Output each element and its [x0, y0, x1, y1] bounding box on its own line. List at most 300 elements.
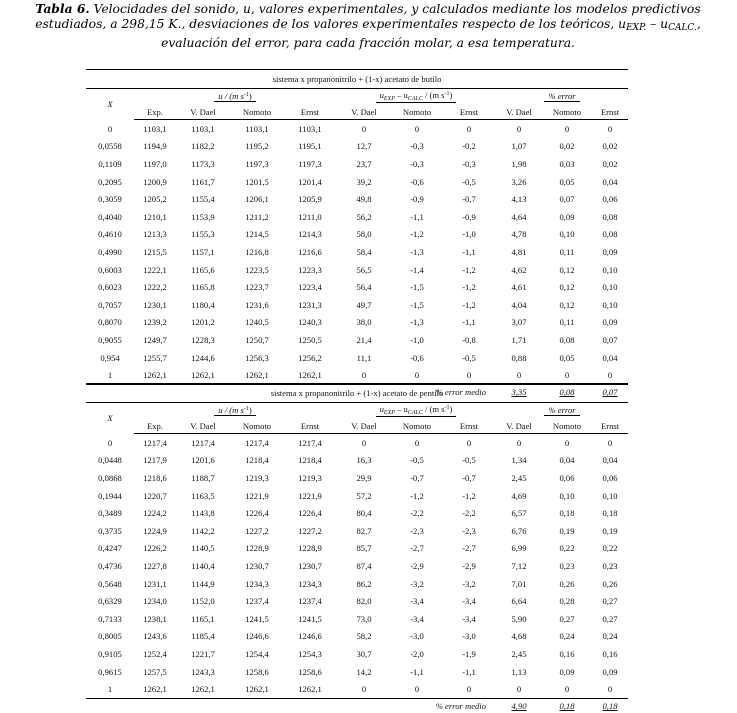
value-cell: -1,1	[410, 211, 424, 222]
value-cell: 1249,7	[143, 334, 167, 345]
value-cell: 0,11	[559, 246, 575, 257]
value-cell: 0,10	[602, 264, 618, 275]
x-cell: 0,9055	[98, 334, 122, 345]
value-cell: -2,3	[462, 525, 476, 536]
value-cell: 0,19	[602, 525, 618, 536]
value-cell: 1140,5	[191, 543, 215, 554]
value-cell: -1,2	[462, 264, 476, 275]
value-cell: 1262,1	[284, 366, 336, 384]
value-cell: 1140,4	[191, 560, 215, 571]
value-cell: 1219,3	[298, 472, 322, 483]
value-cell: -3,4	[410, 613, 424, 624]
value-cell: 0,88	[511, 352, 527, 363]
column-header: V. Dael	[496, 418, 542, 434]
value-cell: -3,4	[462, 596, 476, 607]
value-cell: 0,23	[559, 560, 575, 571]
value-cell: 0	[336, 680, 392, 698]
value-cell: 0	[496, 680, 542, 698]
value-cell: 4,81	[511, 246, 527, 257]
value-cell: 0	[361, 437, 367, 448]
value-cell: 0,06	[602, 472, 618, 483]
value-cell: -0,6	[410, 176, 424, 187]
x-cell: 0,3735	[98, 525, 122, 536]
value-cell: 0,11	[559, 317, 575, 328]
value-cell: 4,69	[511, 490, 527, 501]
caption-text-c: , evaluación del error, para cada fracción molar, a esa temperatura.	[161, 17, 701, 51]
caption-sub-calc: CALC.	[668, 23, 697, 34]
value-cell: 1205,2	[143, 194, 167, 205]
table-row	[86, 331, 628, 349]
table-row	[86, 575, 628, 593]
value-cell: 0,04	[559, 455, 575, 466]
column-header: V. Dael	[496, 104, 542, 120]
value-cell: 1250,7	[245, 334, 269, 345]
value-cell: 56,5	[356, 264, 372, 275]
value-cell: 0,26	[602, 578, 618, 589]
x-cell: 0,4610	[98, 229, 122, 240]
value-cell: 1246,6	[298, 631, 322, 642]
value-cell: 0,24	[602, 631, 618, 642]
value-cell: 0,05	[559, 176, 575, 187]
x-cell: 0	[107, 123, 113, 134]
column-header: Nomoto	[230, 104, 284, 120]
value-cell: 16,3	[356, 455, 372, 466]
value-cell: 1217,4	[298, 437, 322, 448]
value-cell: -1,1	[462, 246, 476, 257]
value-cell: 1201,2	[191, 317, 215, 328]
value-cell: -2,9	[410, 560, 424, 571]
value-cell: 1197,0	[143, 158, 167, 169]
table-row	[86, 349, 628, 367]
deviation-header: $u_{EXP} - u_{CALC} / (m$ $s^{-1}$)	[336, 89, 496, 105]
table-row	[86, 314, 628, 332]
value-cell: 80,4	[356, 508, 372, 519]
value-cell: 1262,1	[176, 680, 230, 698]
value-cell: 49,8	[356, 194, 372, 205]
value-cell: 1220,7	[143, 490, 167, 501]
value-cell: 1254,3	[298, 648, 322, 659]
value-cell: 1217,9	[143, 455, 167, 466]
value-cell: -0,7	[462, 472, 476, 483]
column-header: Exp.	[134, 104, 176, 120]
value-cell: -1,1	[410, 666, 424, 677]
value-cell: 1155,4	[191, 194, 215, 205]
value-cell: 1223,4	[298, 282, 322, 293]
value-cell: 1262,1	[230, 680, 284, 698]
value-cell: 1258,6	[298, 666, 322, 677]
value-cell: -0,3	[410, 158, 424, 169]
error-header: % error	[496, 403, 628, 419]
value-cell: 23,7	[356, 158, 372, 169]
value-cell: 7,12	[511, 560, 527, 571]
value-cell: 1211,0	[298, 211, 322, 222]
value-cell: -1,0	[462, 229, 476, 240]
column-header: Ernst	[442, 104, 496, 120]
value-cell: -1,3	[410, 317, 424, 328]
table-row	[86, 190, 628, 208]
x-cell: 0,2095	[98, 176, 122, 187]
value-cell: -1,5	[410, 299, 424, 310]
value-cell: 0	[516, 123, 522, 134]
value-cell: 1200,9	[143, 176, 167, 187]
value-cell: 1161,7	[191, 176, 215, 187]
table-row	[86, 208, 628, 226]
value-cell: 0,09	[602, 317, 618, 328]
value-cell: 1157,1	[191, 246, 215, 257]
value-cell: 1243,6	[143, 631, 167, 642]
value-cell: 1217,4	[191, 437, 215, 448]
value-cell: 0,07	[602, 334, 618, 345]
value-cell: 6,64	[511, 596, 527, 607]
value-cell: 0	[466, 437, 472, 448]
value-cell: 0,10	[602, 282, 618, 293]
value-cell: 4,13	[511, 194, 527, 205]
mean-error-value: 0,18	[559, 700, 575, 711]
value-cell: -1,2	[410, 490, 424, 501]
value-cell: 1250,5	[298, 334, 322, 345]
value-cell: 1262,1	[230, 366, 284, 384]
value-cell: 0,10	[559, 229, 575, 240]
value-cell: 0,03	[559, 158, 575, 169]
value-cell: 1217,4	[245, 437, 269, 448]
value-cell: 1103,1	[298, 123, 322, 134]
table-row	[86, 592, 628, 610]
value-cell: 1103,1	[245, 123, 269, 134]
value-cell: 6,99	[511, 543, 527, 554]
x-cell: 0,3059	[98, 194, 122, 205]
value-cell: 1222,1	[143, 264, 167, 275]
value-cell: 7,01	[511, 578, 527, 589]
x-cell: 0	[107, 437, 113, 448]
value-cell: -2,3	[410, 525, 424, 536]
value-cell: 1262,1	[134, 366, 176, 384]
column-header: V. Dael	[336, 418, 392, 434]
value-cell: 1214,3	[298, 229, 322, 240]
value-cell: 0,18	[559, 508, 575, 519]
x-cell: 1	[86, 366, 134, 384]
value-cell: 1224,9	[143, 525, 167, 536]
value-cell: 1217,4	[143, 437, 167, 448]
value-cell: 1262,1	[176, 366, 230, 384]
value-cell: 0,04	[602, 455, 618, 466]
value-cell: 1222,2	[143, 282, 167, 293]
value-cell: 1216,6	[298, 246, 322, 257]
value-cell: 1234,3	[245, 578, 269, 589]
table-row	[86, 452, 628, 470]
value-cell: 0	[516, 437, 522, 448]
value-cell: 1240,5	[245, 317, 269, 328]
value-cell: 1,07	[511, 141, 527, 152]
value-cell: 1227,2	[298, 525, 322, 536]
x-cell: 0,4247	[98, 543, 122, 554]
value-cell: 0	[392, 366, 442, 384]
value-cell: 1144,9	[191, 578, 215, 589]
value-cell: 0,02	[602, 141, 618, 152]
value-cell: 0	[592, 680, 628, 698]
value-cell: -1,4	[410, 264, 424, 275]
column-header-row	[86, 418, 628, 434]
value-cell: 0,26	[559, 578, 575, 589]
value-cell: 0,09	[602, 666, 618, 677]
error-header: % error	[496, 89, 628, 105]
value-cell: 1241,5	[298, 613, 322, 624]
table-row	[86, 469, 628, 487]
value-cell: 1219,3	[245, 472, 269, 483]
value-cell: 1230,1	[143, 299, 167, 310]
value-cell: 1254,4	[245, 648, 269, 659]
value-cell: 1201,5	[245, 176, 269, 187]
mean-error-value: 0,08	[559, 386, 575, 397]
value-cell: 0	[414, 123, 420, 134]
value-cell: 0	[336, 366, 392, 384]
value-cell: 1226,4	[298, 508, 322, 519]
value-cell: 1201,4	[298, 176, 322, 187]
x-cell: 0,6003	[98, 264, 122, 275]
footer-label: % error medio	[435, 700, 486, 711]
value-cell: 0,10	[559, 490, 575, 501]
value-cell: 86,2	[356, 578, 372, 589]
value-cell: 39,2	[356, 176, 372, 187]
value-cell: 0	[442, 680, 496, 698]
value-cell: 87,4	[356, 560, 372, 571]
value-cell: 1213,3	[143, 229, 167, 240]
table-row	[86, 645, 628, 663]
value-cell: 6,76	[511, 525, 527, 536]
value-cell: -2,2	[462, 508, 476, 519]
value-cell: 4,62	[511, 264, 527, 275]
table-row	[86, 261, 628, 279]
value-cell: 82,7	[356, 525, 372, 536]
value-cell: -3,0	[462, 631, 476, 642]
value-cell: -0,5	[462, 455, 476, 466]
value-cell: 1197,3	[245, 158, 269, 169]
value-cell: -0,7	[410, 472, 424, 483]
caption-text-a: Velocidades del sonido, u, valores experimentales, y calculados mediante los modelos predictivos estudiados, a 298,15 K., desviaciones de los valores experimentales respecto de los teóricos, u	[35, 2, 701, 32]
value-cell: 0,23	[602, 560, 618, 571]
column-header: Nomoto	[392, 418, 442, 434]
table-row	[86, 663, 628, 681]
caption-label: Tabla 6.	[35, 1, 90, 16]
value-cell: 1234,0	[143, 596, 167, 607]
table-pentyl-acetate	[86, 383, 628, 713]
value-cell: 1226,2	[143, 543, 167, 554]
deviation-header: $u_{EXP} - u_{CALC} / (m$ $s^{-1}$)	[336, 403, 496, 419]
table-row	[86, 120, 628, 138]
column-header: Ernst	[284, 104, 336, 120]
x-cell: 0,7057	[98, 299, 122, 310]
value-cell: 4,68	[511, 631, 527, 642]
value-cell: 57,2	[356, 490, 372, 501]
value-cell: 1237,4	[245, 596, 269, 607]
value-cell: 30,7	[356, 648, 372, 659]
value-cell: 5,90	[511, 613, 527, 624]
value-cell: 0	[607, 437, 613, 448]
value-cell: -1,2	[462, 299, 476, 310]
value-cell: 1173,3	[191, 158, 215, 169]
value-cell: 1262,1	[284, 680, 336, 698]
table-row	[86, 610, 628, 628]
value-cell: 0,22	[559, 543, 575, 554]
value-cell: 0	[466, 123, 472, 134]
table-row	[86, 278, 628, 296]
value-cell: 56,4	[356, 282, 372, 293]
value-cell: 1238,1	[143, 613, 167, 624]
value-cell: -1,1	[462, 317, 476, 328]
value-cell: 0,27	[602, 613, 618, 624]
caption-text-b: – u	[646, 17, 669, 32]
mean-error-value: 0,18	[602, 700, 618, 711]
value-cell: 0,16	[602, 648, 618, 659]
value-cell: 0	[542, 366, 592, 384]
value-cell: 73,0	[356, 613, 372, 624]
x-cell: 0,6329	[98, 596, 122, 607]
column-header: V. Dael	[336, 104, 392, 120]
value-cell: 11,1	[356, 352, 372, 363]
value-cell: 1231,1	[143, 578, 167, 589]
value-cell: -0,3	[462, 158, 476, 169]
value-cell: 1197,3	[298, 158, 322, 169]
table-row	[86, 366, 628, 384]
value-cell: 0	[392, 680, 442, 698]
value-cell: 0,08	[602, 211, 618, 222]
table-row	[86, 138, 628, 156]
value-cell: 1206,1	[245, 194, 269, 205]
value-cell: 0	[592, 366, 628, 384]
value-cell: 1239,2	[143, 317, 167, 328]
column-header: Nomoto	[392, 104, 442, 120]
value-cell: 4,04	[511, 299, 527, 310]
value-cell: 1230,7	[245, 560, 269, 571]
value-cell: 1240,3	[298, 317, 322, 328]
x-cell: 0,3489	[98, 508, 122, 519]
value-cell: 1180,4	[191, 299, 215, 310]
x-cell: 0,0448	[98, 455, 122, 466]
value-cell: 1228,9	[245, 543, 269, 554]
value-cell: 0,09	[559, 211, 575, 222]
value-cell: 1221,9	[245, 490, 269, 501]
column-header: Ernst	[442, 418, 496, 434]
footer-label: % error medio	[435, 386, 486, 397]
value-cell: -1,0	[410, 334, 424, 345]
value-cell: 0,19	[559, 525, 575, 536]
column-header: V. Dael	[176, 418, 230, 434]
x-cell: 0,7133	[98, 613, 122, 624]
value-cell: 0,02	[602, 158, 618, 169]
x-cell: 0,1944	[98, 490, 122, 501]
value-cell: 0,24	[559, 631, 575, 642]
value-cell: 1153,9	[191, 211, 215, 222]
value-cell: -3,4	[462, 613, 476, 624]
value-cell: 1165,6	[191, 264, 215, 275]
value-cell: 1195,1	[298, 141, 322, 152]
mean-error-value: 0,07	[602, 386, 618, 397]
table-row	[86, 243, 628, 261]
value-cell: -1,2	[462, 282, 476, 293]
column-header: Nomoto	[542, 104, 592, 120]
column-header: Exp.	[134, 418, 176, 434]
x-cell: 0,0558	[98, 141, 122, 152]
x-cell: 0,8070	[98, 317, 122, 328]
column-header: Ernst	[284, 418, 336, 434]
value-cell: -0,5	[410, 455, 424, 466]
value-cell: -0,9	[462, 211, 476, 222]
value-cell: 1252,4	[143, 648, 167, 659]
mean-error-value: 3,35	[511, 386, 527, 397]
x-cell: 0,4736	[98, 560, 122, 571]
value-cell: 1227,8	[143, 560, 167, 571]
value-cell: 21,4	[356, 334, 372, 345]
value-cell: -3,2	[410, 578, 424, 589]
table-row	[86, 680, 628, 698]
value-cell: 0,04	[602, 352, 618, 363]
column-header: Nomoto	[230, 418, 284, 434]
value-cell: 1223,3	[298, 264, 322, 275]
value-cell: 1,13	[511, 666, 527, 677]
value-cell: 85,7	[356, 543, 372, 554]
value-cell: 1214,5	[245, 229, 269, 240]
column-header: Ernst	[592, 104, 628, 120]
value-cell: 1195,2	[245, 141, 269, 152]
value-cell: 0,05	[559, 352, 575, 363]
value-cell: 29,9	[356, 472, 372, 483]
value-cell: 3,07	[511, 317, 527, 328]
value-cell: 1246,6	[245, 631, 269, 642]
value-cell: 0	[564, 123, 570, 134]
value-cell: 6,57	[511, 508, 527, 519]
value-cell: 1194,9	[143, 141, 167, 152]
value-cell: -0,6	[410, 352, 424, 363]
value-cell: -2,9	[462, 560, 476, 571]
value-cell: 1221,9	[298, 490, 322, 501]
x-header: X	[107, 413, 113, 424]
value-cell: 1234,3	[298, 578, 322, 589]
value-cell: -1,1	[462, 666, 476, 677]
value-cell: 1218,4	[245, 455, 269, 466]
value-cell: 1205,9	[298, 194, 322, 205]
value-cell: 0,06	[559, 472, 575, 483]
value-cell: 0,06	[602, 194, 618, 205]
value-cell: 0,07	[559, 194, 575, 205]
value-cell: 1,98	[511, 158, 527, 169]
value-cell: -0,5	[462, 352, 476, 363]
x-cell: 0,9615	[98, 666, 122, 677]
value-cell: -3,0	[410, 631, 424, 642]
u-header: u / (m $s^{-1}$)	[134, 403, 336, 419]
value-cell: 49,7	[356, 299, 372, 310]
value-cell: 1223,7	[245, 282, 269, 293]
value-cell: 1216,8	[245, 246, 269, 257]
x-cell: 0,954	[100, 352, 120, 363]
value-cell: 1182,2	[191, 141, 215, 152]
value-cell: 1227,2	[245, 525, 269, 536]
value-cell: 1221,7	[191, 648, 215, 659]
value-cell: 1237,4	[298, 596, 322, 607]
value-cell: 1211,2	[245, 211, 269, 222]
value-cell: 1152,0	[191, 596, 215, 607]
value-cell: 0	[542, 680, 592, 698]
value-cell: 0,08	[602, 229, 618, 240]
table-title: sistema x propanonitrilo + (1-x) acetato de butilo	[86, 70, 628, 89]
value-cell: 4,78	[511, 229, 527, 240]
value-cell: -1,9	[462, 648, 476, 659]
table-row	[86, 628, 628, 646]
value-cell: 1258,6	[245, 666, 269, 677]
value-cell: -2,0	[410, 648, 424, 659]
value-cell: 1165,1	[191, 613, 215, 624]
value-cell: -2,7	[462, 543, 476, 554]
table-row	[86, 522, 628, 540]
x-cell: 0,8005	[98, 631, 122, 642]
